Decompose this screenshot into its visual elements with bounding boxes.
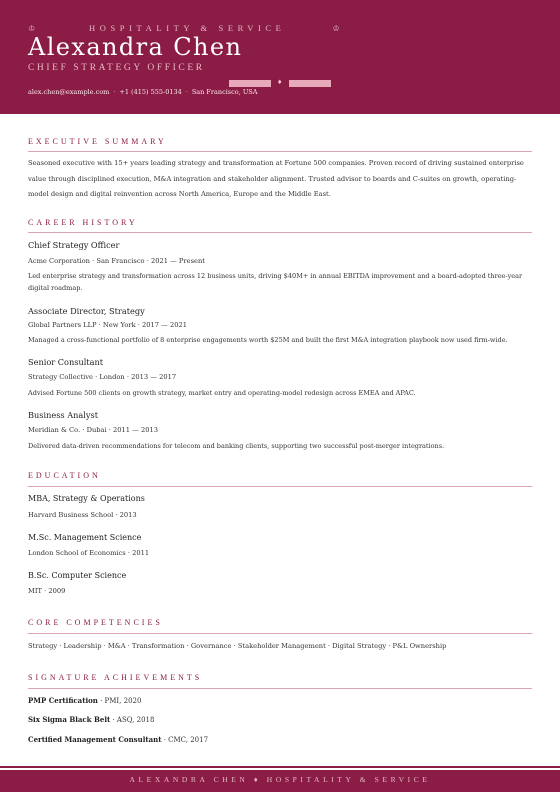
contact-location: San Francisco, USA — [191, 88, 258, 96]
candidate-name: Alexandra Chen — [28, 33, 243, 61]
job-meta: Strategy Collective · London · 2013 — 2017 — [28, 373, 177, 381]
section-title-achievements: SIGNATURE ACHIEVEMENTS — [28, 673, 203, 682]
section-divider — [28, 688, 532, 689]
section-divider — [28, 486, 532, 487]
section-title-education: EDUCATION — [28, 471, 101, 480]
education-school: MIT · 2009 — [28, 587, 66, 595]
achievement-item — [28, 735, 208, 744]
section-title-summary: EXECUTIVE SUMMARY — [28, 137, 167, 146]
contact-email[interactable]: alex.chen@example.com — [28, 88, 110, 96]
achievement-detail: · PMI, 2020 — [97, 697, 142, 705]
resume-header — [0, 0, 560, 114]
decorative-bars — [229, 80, 333, 88]
achievement-item — [28, 715, 154, 724]
job-description: Led enterprise strategy and transformation across 12 business units, driving $40M+ in annual EBITDA improvement and a board-adopted three-year digital roadmap. — [28, 272, 523, 292]
section-divider — [28, 633, 532, 634]
decorative-bar-right — [289, 80, 331, 87]
achievement-detail: · CMC, 2017 — [161, 736, 209, 744]
crown-icon: ♔ — [332, 24, 340, 33]
job-description: Managed a cross-functional portfolio of 8 enterprise engagements worth $25M and built the first M&A integration playbook now used firm-wide. — [28, 336, 508, 344]
contact-separator: · — [113, 88, 116, 96]
candidate-role: CHIEF STRATEGY OFFICER — [28, 63, 205, 73]
job-title: Associate Director, Strategy — [28, 306, 145, 316]
section-divider — [28, 151, 532, 152]
job-meta: Meridian & Co. · Dubai · 2011 — 2013 — [28, 426, 159, 434]
job-meta: Global Partners LLP · New York · 2017 — 2021 — [28, 321, 188, 329]
section-title-competencies: CORE COMPETENCIES — [28, 618, 163, 627]
education-degree: B.Sc. Computer Science — [28, 571, 127, 580]
achievement-name: Certified Management Consultant — [28, 735, 162, 744]
decorative-bar-left — [229, 80, 271, 87]
contact-phone[interactable]: +1 (415) 555-0134 — [119, 88, 182, 96]
education-school: Harvard Business School · 2013 — [28, 511, 137, 519]
footer-divider — [0, 766, 560, 768]
achievement-detail: · ASQ, 2018 — [110, 716, 155, 724]
section-title-career: CAREER HISTORY — [28, 218, 138, 227]
crown-icon: ♔ — [28, 24, 36, 33]
section-divider — [28, 232, 532, 233]
education-degree: M.Sc. Management Science — [28, 533, 142, 542]
education-degree: MBA, Strategy & Operations — [28, 494, 145, 503]
contact-line — [28, 88, 257, 96]
education-school: London School of Economics · 2011 — [28, 549, 150, 557]
job-description: Delivered data-driven recommendations for telecom and banking clients, supporting two successful post-merger integrations. — [28, 442, 445, 450]
job-title: Senior Consultant — [28, 357, 104, 367]
header-kicker — [28, 23, 340, 33]
contact-separator: · — [185, 88, 188, 96]
job-meta: Acme Corporation · San Francisco · 2021 — Present — [28, 257, 205, 265]
job-description: Advised Fortune 500 clients on growth strategy, market entry and operating-model redesign across EMEA and APAC. — [28, 389, 416, 397]
achievement-item — [28, 696, 141, 705]
resume-footer: ALEXANDRA CHEN ♦ HOSPITALITY & SERVICE — [0, 770, 560, 792]
achievement-name: PMP Certification — [28, 696, 98, 705]
job-title: Chief Strategy Officer — [28, 240, 120, 250]
header-tagline: HOSPITALITY & SERVICE — [88, 23, 286, 33]
competencies-list: Strategy · Leadership · M&A · Transformation · Governance · Stakeholder Management · Digital Strategy · P&L Ownership — [28, 642, 447, 650]
summary-text: Seasoned executive with 15+ years leading strategy and transformation at Fortune 500 companies. Proven record of driving sustained enterprise value through disciplined execution, M&A integration and stakeholder alignment. Trusted advisor to boards and C-suites on growth, operating-model design and digital reinvention across North America, Europe and the Middle East. — [28, 159, 524, 198]
diamond-icon: ♦ — [277, 79, 283, 86]
achievement-name: Six Sigma Black Belt — [28, 715, 111, 724]
job-title: Business Analyst — [28, 410, 99, 420]
